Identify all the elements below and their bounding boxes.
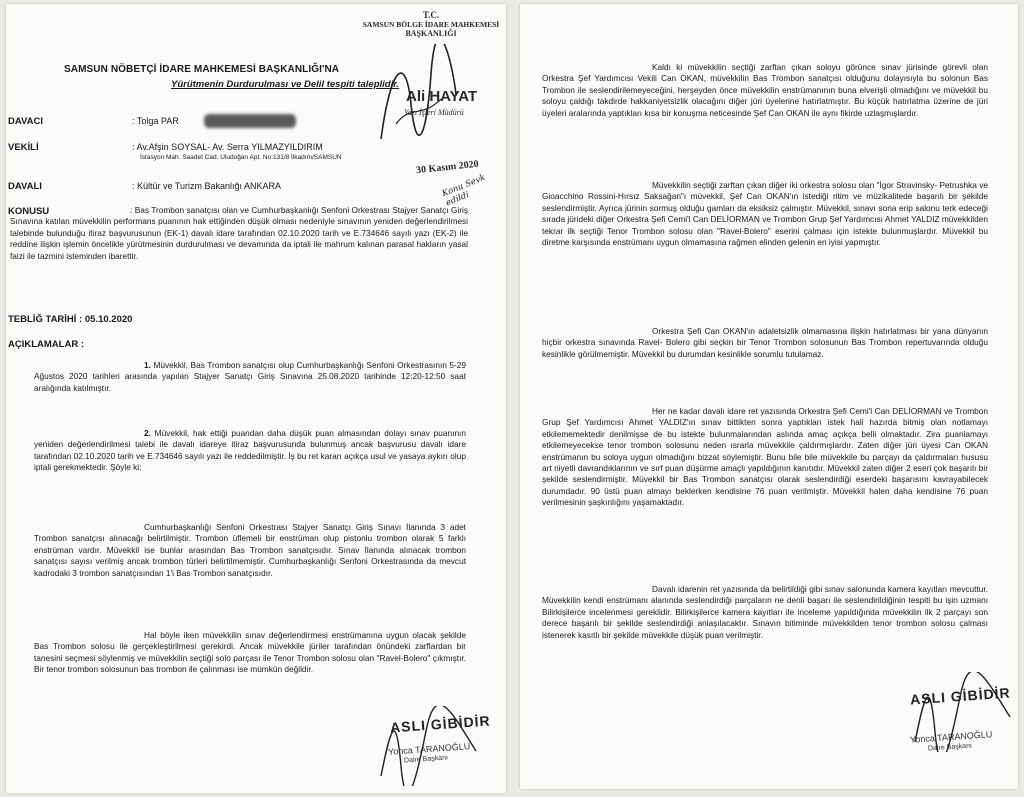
- right-certification-signer: Yonca TARANOĞLU: [909, 729, 993, 745]
- certification-stamp-name: ASLI GİBİDİR: [389, 712, 492, 736]
- vekili-label: VEKİLİ: [8, 142, 39, 153]
- davali-value: : Kültür ve Turizm Bakanlığı ANKARA: [132, 181, 282, 191]
- davali-label: DAVALI: [8, 181, 42, 192]
- paragraph-2: [34, 428, 466, 474]
- paragraph-1: [34, 360, 466, 394]
- stamp-date: 30 Kasım 2020: [415, 158, 480, 177]
- vekili-address: İstasyon Mah. Saadet Cad. Uludoğan Apt. No:131/8 İlkadım/SAMSUN: [140, 154, 342, 161]
- teblig-date: TEBLİĞ TARİHİ : 05.10.2020: [8, 314, 133, 325]
- court-stamp: [356, 10, 506, 38]
- paragraph-2-number: 2.: [144, 428, 151, 438]
- right-paragraph-5: Davalı idarenin ret yazısında da belirtildiği gibi sınav salonunda kamera kayıtları mevcuttur. Müvekkilin kendi enstrümanı alanında seslendirdiği parçaların ne denli başarı ile seslendirildiğinin tespiti bu işin uzmanı Bilirkişilerce incelenmesi gereklidir. Bilirkişilerce kamera kayıtları ile inceleme yapıldığında müvekkilin ilk 2 parçayı son derece başarılı bir şekilde seslendirdiği anlaşılacaktır. Sınavın bitiminde müvekkilden tenor trombon solosu çalması istenerek kasıtlı bir şekilde müvekkile düşük puan verilmiştir.: [542, 584, 988, 640]
- paragraph-3: Cumhurbaşkanlığı Senfoni Orkestrası Stajyer Sanatçı Giriş Sınavı İlanında 3 adet Trombon sanatçısı alınacağı belirtilmiştir. Trombon üflemeli bir enstrüman olup pistonlu trombon olarak 5 farklı enstrüman vardır. Müvekkil ise bunlar arasından Bas Trombon sanatçısıdır. Sınav İlanında alınacak trombon sanatçısı sayısı verilmiş ancak trombon türleri belirtilmemiştir. Cumhurbaşkanlığı Senfoni Orkestrasında da mevcut kadrodaki 3 trombon sanatçısından 1'i Bas Trombon sanatçısıdır.: [34, 522, 466, 578]
- stamp-office: BAŞKANLIĞI: [405, 29, 457, 38]
- court-subtitle: Yürütmenin Durdurulması ve Delil tespiti taleplidir.: [171, 79, 400, 90]
- right-certification-stamp-name: ASLI GİBİDİR: [909, 684, 1012, 708]
- davaci-label: DAVACI: [8, 116, 44, 127]
- stamp-tc: T.C.: [422, 10, 440, 20]
- right-paragraph-2: Müvekkilin seçtiği zarftan çıkan diğer iki orkestra solosu olan "İgor Stravinsky- Petrushka ve Gioacchino Rossini-Hırsız Saksağan"ı müvekkil, Şef Can OKAN'ın istediği ritim ve müzikalitede başarılı bir şekilde seslendirmiştir. Ayrıca jürinin sormuş olduğu gamları da eksiksiz çalmıştır. Müvekkil, sınavı sona erip salonu terk edeceği sırada jürideki diğer Orkestra Şefi Cemi'l Can DELİORMAN ve Trombon Grup Şef Yardımcısı Ahmet YALDIZ müvekkilden tekrar ilk seçtiği Tenor Trombon solosu olan "Ravel-Bolero" eserini çalması için istekte bulunmuşlardır. Müvekkil bu diretme karşısında enstrümanı uygun olmamasına rağmen elinden gelenin en iyisi yapmıştır.: [542, 180, 988, 248]
- document-page-right: [520, 4, 1018, 789]
- certification-signer: Yonca TARANOĞLU: [387, 741, 471, 757]
- document-page-left: [6, 4, 506, 793]
- paragraph-2-text: Müvekkil, hak ettiği puandan daha düşük puan almasından dolayı sınav puanının yeniden değerlendirilmesi talebi ile davalı idareye itiraz başvurusunda bulunmuş ancak başvurusu davalı idare tarafından 02.10.2020 tarih ve E.734646 sayılı yazı ile reddedilmiştir. İş bu ret kararı açıkça usul ve yasaya aykırı olup iptali gerekmektedir. Şöyle ki;: [34, 428, 466, 473]
- redacted-surname: [204, 114, 296, 128]
- konusu-label: KONUSU: [8, 206, 50, 217]
- stamp-officer-role: Yazı İşleri Müdürü: [404, 108, 464, 117]
- certification-role: Daire Başkanı: [403, 754, 449, 765]
- court-title: SAMSUN NÖBETÇİ İDARE MAHKEMESİ BAŞKANLIĞI'NA: [64, 64, 340, 75]
- right-paragraph-3: Orkestra Şefi Can OKAN'ın adaletsizlik olmamasına ilişkin hatırlatması bir yana dünyanın hiçbir orkestra sınavında Ravel- Bolero gibi seçkin bir Tenor Trombon solosunun Bas Trombon repertuvarında olduğu kesinlikle görülmemiştir. Müvekkil bu durumdan kesinlikle sorumlu tutulamaz.: [542, 326, 988, 359]
- stamp-signature-icon: [371, 44, 461, 154]
- paragraph-1-text: Müvekkil, Bas Trombon sanatçısı olup Cumhurbaşkanlığı Senfoni Orkestrasının 5-29 Ağustos 2020 tarihleri arasında yapılan Stajyer Sanatçı Giriş Sınavına 25.08.2020 tarihinde 12:20-12:50 saat aralığında katılmıştır.: [34, 360, 466, 393]
- right-paragraph-1: Kaldı ki müvekkilin seçtiği zarftan çıkan soloyu görünce sınav jürisinde görevli olan Orkestra Şef Yardımcısı Vekili Can OKAN, müvekkilin Bas Trombon sanatçısı olduğunu dolayısıyla bu solonun Bas Trombon ile seslendirilemeyeceğini, herşeyden önce müvekkilin enstrümanının buna elverişli olmadığını ve müvekkil bu soloyu çaldığı takdirde hakkaniyetsizlik olacağını diğer jüri üyelerine hatırlatmıştır. Bu küçük hatırlatma üzerine de jüri üyeleri aralarında yaptıkları kısa bir konuşma neticesinde Şef Can OKAN ile aynı fikirde uzlaşmışlardır.: [542, 62, 988, 118]
- stamp-handwriting: Konu Sevk edildi: [440, 172, 487, 209]
- right-certification-role: Daire Başkanı: [927, 742, 973, 753]
- konusu-text: : Bas Trombon sanatçısı olan ve Cumhurbaşkanlığı Senfoni Orkestrası Stajyer Sanatçı Giriş Sınavına katılan müvekkilin performans puanının hak ettiğinden düşük olması nedeniyle sınavının yeniden değerlendirilmesi talebinde bulunduğu itiraz başvurusunun (EK-1) davalı idare tarafından 02.10.2020 tarih ve E.734646 sayılı yazı (EK-2) ile reddine ilişkin işlemin öncelikle yürütmesinin durdurulması ve devamında da iptali ile mahrum kalınan parasal hakların yasal faizi ile tazmini isteminden ibarettir.: [10, 205, 468, 261]
- aciklamalar-heading: AÇIKLAMALAR :: [8, 339, 84, 350]
- davaci-value: : Tolga PAR: [132, 116, 179, 126]
- right-paragraph-4: Her ne kadar davalı idare ret yazısında Orkestra Şefi Cemi'l Can DELİORMAN ve Trombon Grup Şef Yardımcısı Ahmet YALDIZ'ın sınav bittikten sonra yaptıkları istek hali hazırda bitmiş olan notlamayı etkilememektedir denilmişse de bu istekte bulunmalarından aslında amaç açıkça belli olmaktadır. Zira puanlamayı etkilemeyecekse tenor trombon solosunu neden ısrarla müvekkile çaldırmışlardır. Zaten diğer jüri üyesi Can OKAN enstrümanın bu soloya uygun olmadığını bizzat söylemiştir. Bunu bile bile müvekkile bu parçayı da çaldırmaları hususu art niyetli davrandıklarının ve sırf puan düşürme amaçlı yapıldığının kanıtıdır. Müvekkil zaten diğer 2 eseri çok başarılı bir şekilde seslendirmiştir. Müvekkil bir Bas Trombon sanatçısı olarak seslendirdiği eserdeki başarısını kavrayabilecek durumdadır. 90 üstü puan almayı beklerken kendisine 76 puan verilmiştir. Müvekkil halen daha kendisine 76 puan verilmesinin şaşkınlığını yaşamaktadır.: [542, 406, 988, 508]
- paragraph-4: Hal böyle iken müvekkilin sınav değerlendirmesi enstrümanına uygun olacak şekilde Bas Trombon solosu ile gerçekleştirilmesi gerekirdi. Ancak müvekkile jüriler tarafından önündeki zarflardan bir tanesini seçmesi söylenmiş ve müvekkilin seçtiği solo parçası ile Tenor Trombon solosu olan "Ravel-Bolero" çıkmıştır. Bir tenor trombon solosunun bas trombon ile çalınması ise mümkün değildir.: [34, 630, 466, 675]
- paragraph-1-number: 1.: [144, 360, 151, 370]
- vekili-value: : Av.Afşin SOYSAL- Av. Serra YILMAZYILDIRIM: [132, 142, 323, 152]
- stamp-officer-name: Ali HAYAT: [406, 88, 478, 105]
- stamp-court: SAMSUN BÖLGE İDARE MAHKEMESİ: [362, 20, 500, 29]
